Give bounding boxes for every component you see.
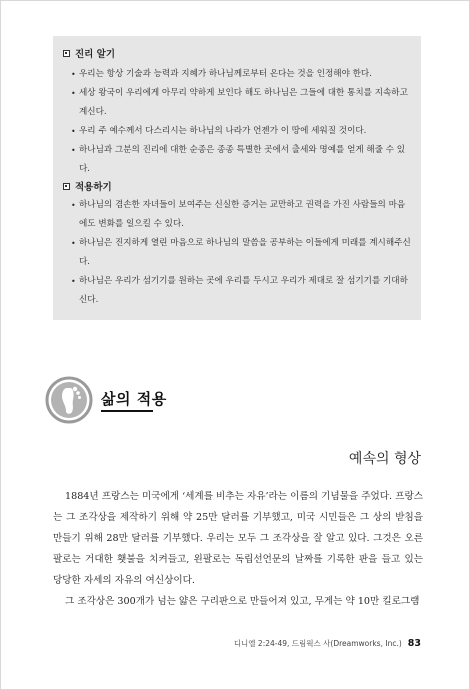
page-number: 83 [407,638,421,649]
list-item: • 하나님과 그분의 진리에 대한 순종은 종종 특별한 곳에서 출세와 명예를 얻게 해줄 수 있다. [71,141,413,179]
section-title: 적용하기 [75,182,112,193]
list-item: • 세상 왕국이 우리에게 아무리 약하게 보인다 해도 하나님은 그들에 대한 통치를 지속하고 계신다. [71,84,413,122]
list-item: • 하나님의 겸손한 자녀들이 보여주는 신실한 증거는 교만하고 권력을 가진 사람들의 마음에도 변화를 일으킬 수 있다. [71,196,413,234]
apply-list [71,196,413,310]
title-underline [101,410,153,412]
section-heading-apply [63,179,112,193]
list-item: • 하나님은 우리가 섬기기를 원하는 곳에 우리를 두시고 우리가 제대로 잘 섬기기를 기대하신다. [71,272,413,310]
paragraph: 그 조각상은 300개가 넘는 얇은 구리판으로 만들어져 있고, 무게는 약 10만 킬로그램 [65,596,420,607]
square-bullet-icon [63,183,70,190]
page-footer [234,638,421,649]
list-item: • 하나님은 진지하게 열린 마음으로 하나님의 말씀을 공부하는 이들에게 미래를 계시해주신다. [71,234,413,272]
truth-list [71,65,413,179]
footprint-logo-icon [45,376,93,424]
list-item: • 우리 주 예수께서 다스리시는 하나님의 나라가 언젠가 이 땅에 세워질 것이다. [71,122,413,141]
list-item: • 우리는 항상 기술과 능력과 지혜가 하나님께로부터 온다는 것을 인정해야 한다. [71,65,413,84]
square-bullet-icon [63,50,70,57]
page-title: 삶의 적용 [101,390,167,408]
body-text [53,486,423,612]
article-subtitle: 예속의 형상 [348,451,421,467]
footer-source: 디니엘 2:24-49, 드림웍스 사(Dreamworks, Inc.) [233,639,402,648]
paragraph: 1884년 프랑스는 미국에게 ‘세계를 비추는 자유’라는 이름의 기념물을 주었다. 프랑스는 그 조각상을 제작하기 위해 약 25만 달러를 기부했고, 미국 시민들은 그 상의 받침을 만들기 위해 28만 달러를 기부했다. 우리는 모두 그 조각상을 잘 알고 있다. 그것은 오른팔로는 거대한 횃불을 치켜들고, 왼팔로는 독립선언문의 날짜를 기록한 판을 들고 있는 당당한 자세의 자유의 여신상이다. [53,491,423,586]
section-heading-truth [63,46,115,60]
section-title: 진리 알기 [75,49,116,60]
summary-box [53,36,421,320]
